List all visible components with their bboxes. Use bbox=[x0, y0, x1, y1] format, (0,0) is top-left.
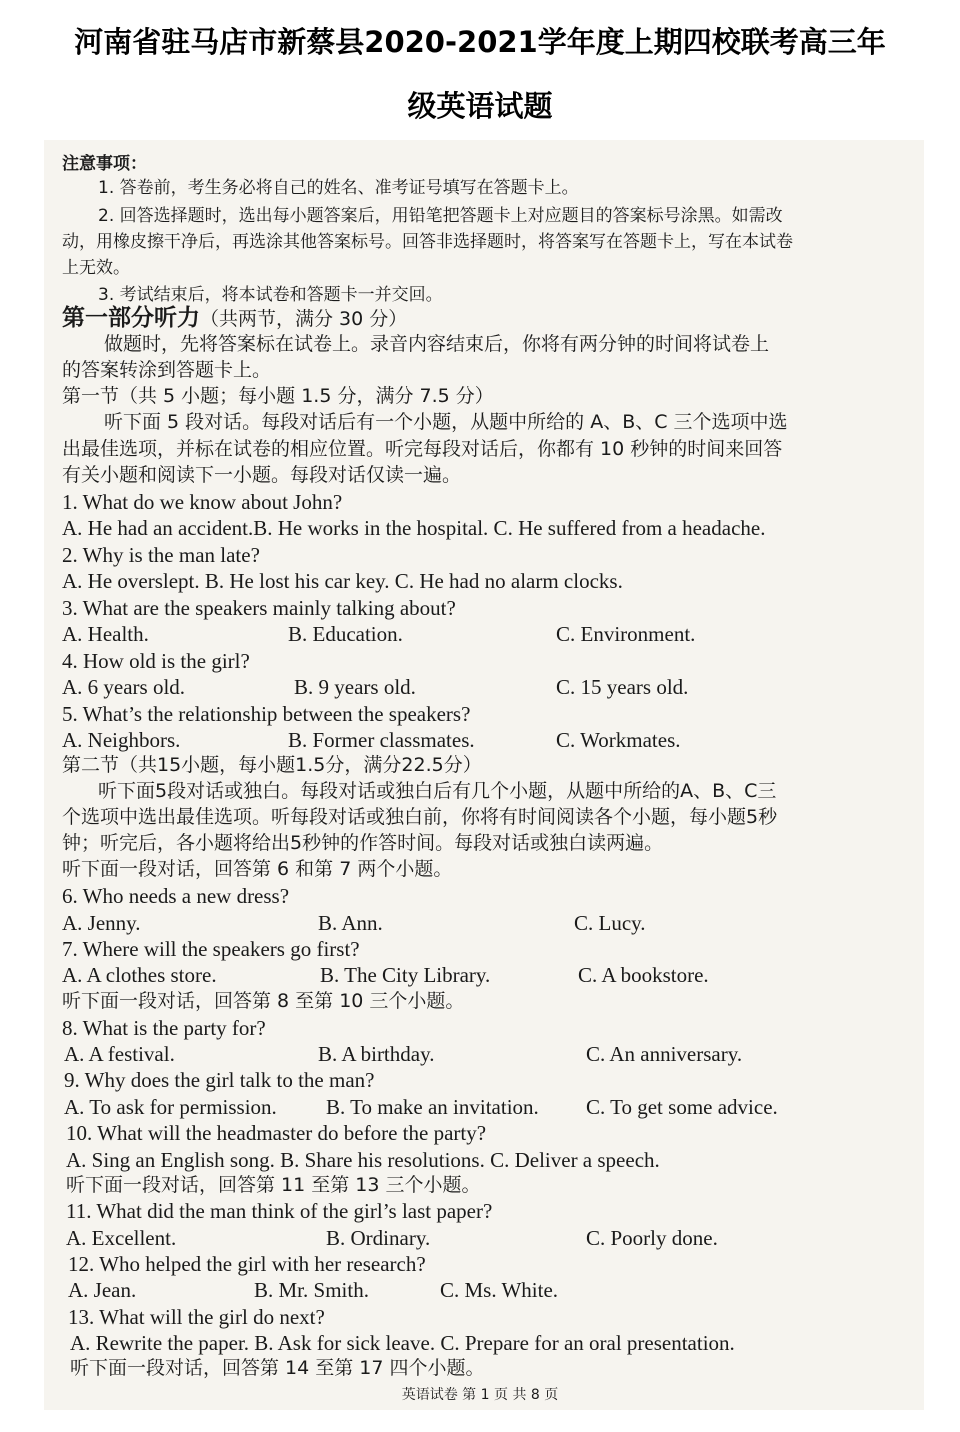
q5-stem: 5. What’s the relationship between the speakers? bbox=[62, 702, 471, 726]
q13-stem: 13. What will the girl do next? bbox=[68, 1305, 325, 1329]
q9-option-b: B. To make an invitation. bbox=[326, 1095, 539, 1119]
q10-options: A. Sing an English song. B. Share his resolutions. C. Deliver a speech. bbox=[66, 1148, 660, 1172]
notes-item-2b: 动，用橡皮擦干净后，再选涂其他答案标号。回答非选择题时，将答案写在答题卡上，写在本试卷 bbox=[62, 232, 793, 252]
q13-options: A. Rewrite the paper. B. Ask for sick leave. C. Prepare for an oral presentation. bbox=[70, 1331, 735, 1355]
notes-item-1: 1. 答卷前，考生务必将自己的姓名、准考证号填写在答题卡上。 bbox=[98, 178, 579, 198]
q6-option-c: C. Lucy. bbox=[574, 911, 646, 935]
directions-q8-q10: 听下面一段对话，回答第 8 至第 10 三个小题。 bbox=[62, 990, 465, 1012]
page-footer: 英语试卷 第 1 页 共 8 页 bbox=[401, 1387, 559, 1403]
part1-heading-title: 第一部分听力 bbox=[62, 305, 200, 331]
q11-option-a: A. Excellent. bbox=[66, 1226, 177, 1250]
q8-stem: 8. What is the party for? bbox=[62, 1016, 266, 1040]
directions-q11-q13: 听下面一段对话，回答第 11 至第 13 三个小题。 bbox=[66, 1174, 481, 1196]
q11-option-b: B. Ordinary. bbox=[326, 1226, 431, 1250]
q6-stem: 6. Who needs a new dress? bbox=[62, 884, 290, 908]
q3-stem: 3. What are the speakers mainly talking about? bbox=[62, 596, 456, 620]
q7-option-b: B. The City Library. bbox=[320, 963, 491, 987]
q5-option-a: A. Neighbors. bbox=[62, 728, 181, 752]
q5-option-b: B. Former classmates. bbox=[288, 728, 475, 752]
q10-stem: 10. What will the headmaster do before the party? bbox=[66, 1121, 487, 1145]
section2-instruction-b: 个选项中选出最佳选项。听每段对话或独白前，你将有时间阅读各个小题，每小题5秒 bbox=[62, 806, 778, 828]
q6-option-a: A. Jenny. bbox=[62, 911, 141, 935]
document-title-line1: 河南省驻马店市新蔡县2020-2021学年度上期四校联考高三年 bbox=[74, 25, 886, 59]
section2-instruction-a: 听下面5段对话或独白。每段对话或独白后有几个小题，从题中所给的A、B、C三 bbox=[98, 780, 777, 802]
q7-option-c: C. A bookstore. bbox=[578, 963, 709, 987]
q8-option-b: B. A birthday. bbox=[318, 1042, 435, 1066]
section1-instruction-b: 出最佳选项，并标在试卷的相应位置。听完每段对话后，你都有 10 秒钟的时间来回答 bbox=[62, 438, 783, 460]
q8-option-a: A. A festival. bbox=[64, 1042, 175, 1066]
q2-stem: 2. Why is the man late? bbox=[62, 543, 260, 567]
q12-option-a: A. Jean. bbox=[68, 1278, 137, 1302]
q12-option-c: C. Ms. White. bbox=[440, 1278, 559, 1302]
notes-item-2a: 2. 回答选择题时，选出每小题答案后，用铅笔把答题卡上对应题目的答案标号涂黑。如需改 bbox=[98, 206, 783, 226]
q4-option-a: A. 6 years old. bbox=[62, 675, 186, 699]
q12-stem: 12. Who helped the girl with her research? bbox=[68, 1252, 426, 1276]
q9-option-a: A. To ask for permission. bbox=[64, 1095, 277, 1119]
q11-stem: 11. What did the man think of the girl’s last paper? bbox=[66, 1199, 493, 1223]
section1-instruction-c: 有关小题和阅读下一小题。每段对话仅读一遍。 bbox=[62, 464, 462, 486]
q6-option-b: B. Ann. bbox=[318, 911, 383, 935]
section1-heading: 第一节（共 5 小题；每小题 1.5 分，满分 7.5 分） bbox=[62, 385, 494, 407]
q3-option-a: A. Health. bbox=[62, 622, 149, 646]
q12-option-b: B. Mr. Smith. bbox=[254, 1278, 369, 1302]
section2-instruction-c: 钟；听完后，各小题将给出5秒钟的作答时间。每段对话或独白读两遍。 bbox=[62, 832, 664, 854]
q4-option-b: B. 9 years old. bbox=[294, 675, 416, 699]
q11-option-c: C. Poorly done. bbox=[586, 1226, 718, 1250]
part1-instruction-a: 做题时，先将答案标在试卷上。录音内容结束后，你将有两分钟的时间将试卷上 bbox=[104, 333, 770, 355]
q5-option-c: C. Workmates. bbox=[556, 728, 681, 752]
q9-stem: 9. Why does the girl talk to the man? bbox=[64, 1068, 375, 1092]
q4-option-c: C. 15 years old. bbox=[556, 675, 689, 699]
part1-instruction-b: 的答案转涂到答题卡上。 bbox=[62, 359, 272, 381]
q7-stem: 7. Where will the speakers go first? bbox=[62, 937, 360, 961]
directions-q6-q7: 听下面一段对话，回答第 6 和第 7 两个小题。 bbox=[62, 858, 453, 880]
document-title-line2: 级英语试题 bbox=[407, 89, 553, 123]
notes-item-3: 3. 考试结束后，将本试卷和答题卡一并交回。 bbox=[98, 285, 443, 305]
q1-stem: 1. What do we know about John? bbox=[62, 490, 343, 514]
q9-option-c: C. To get some advice. bbox=[586, 1095, 778, 1119]
q3-option-b: B. Education. bbox=[288, 622, 403, 646]
q8-option-c: C. An anniversary. bbox=[586, 1042, 743, 1066]
section2-heading: 第二节（共15小题，每小题1.5分，满分22.5分） bbox=[62, 754, 482, 776]
notes-heading: 注意事项： bbox=[62, 154, 147, 174]
directions-q14-q17: 听下面一段对话，回答第 14 至第 17 四个小题。 bbox=[70, 1357, 485, 1379]
part1-heading bbox=[62, 306, 407, 331]
q4-stem: 4. How old is the girl? bbox=[62, 649, 250, 673]
q7-option-a: A. A clothes store. bbox=[62, 963, 217, 987]
q2-options: A. He overslept. B. He lost his car key. C. He had no alarm clocks. bbox=[62, 569, 623, 593]
section1-instruction-a: 听下面 5 段对话。每段对话后有一个小题，从题中所给的 A、B、C 三个选项中选 bbox=[104, 411, 788, 433]
part1-heading-note: （共两节，满分 30 分） bbox=[200, 308, 408, 330]
q3-option-c: C. Environment. bbox=[556, 622, 696, 646]
q1-options: A. He had an accident.B. He works in the hospital. C. He suffered from a headache. bbox=[62, 516, 766, 540]
notes-item-2c: 上无效。 bbox=[62, 258, 130, 278]
